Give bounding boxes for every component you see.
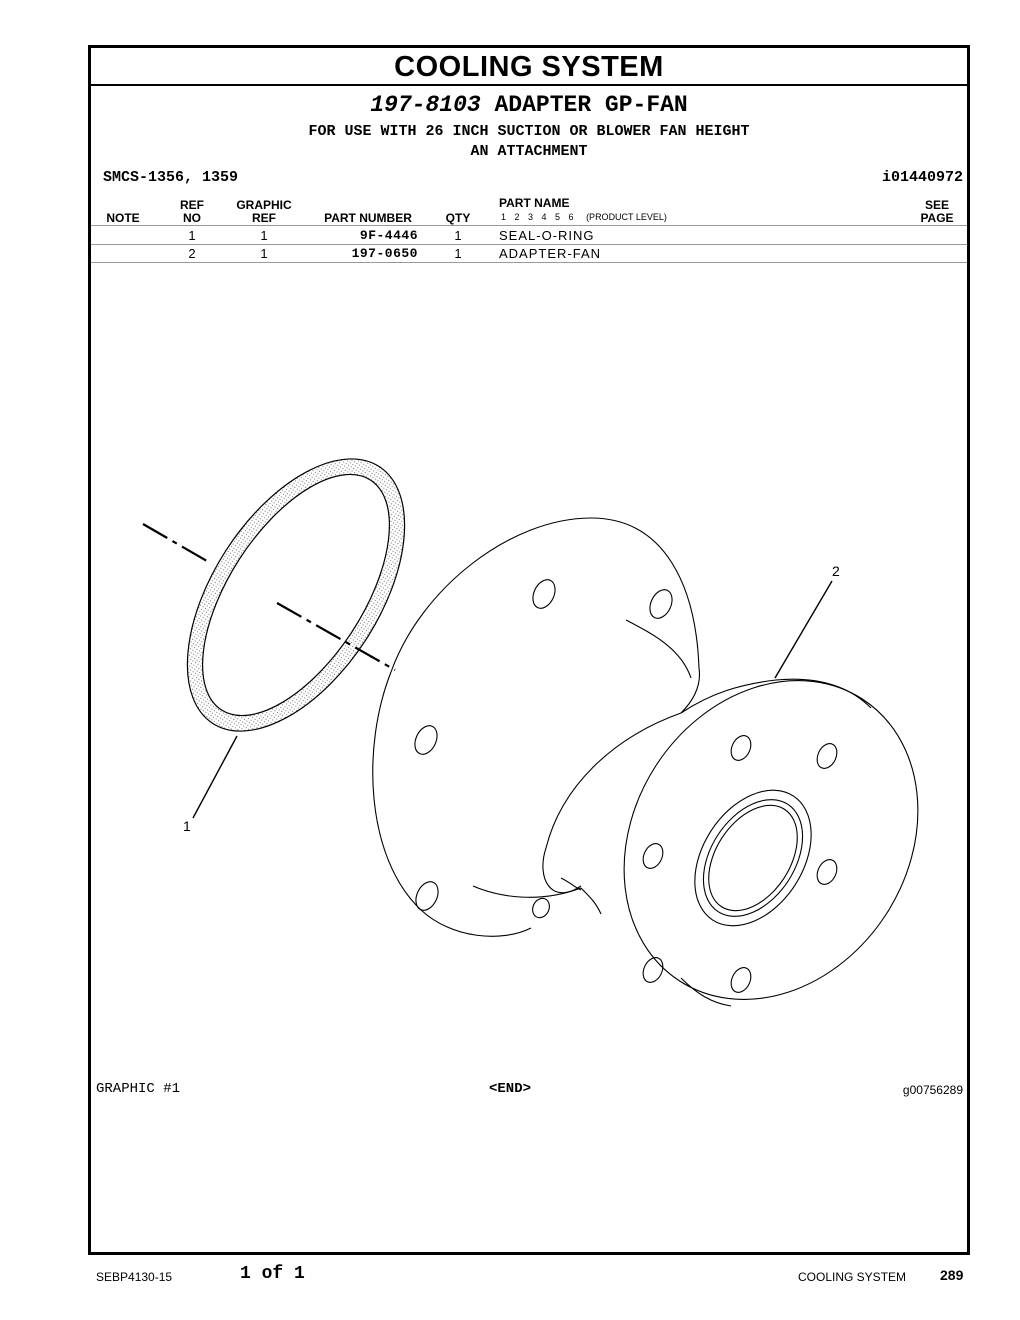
footer-page-number: 289 [940,1267,964,1283]
col-note: NOTE [106,211,140,225]
callout-1: 1 [183,818,191,834]
end-marker: <END> [489,1081,532,1097]
o-ring-seal-drawing [143,421,449,768]
assembly-number: 197-8103 [370,92,481,118]
col-ref-bottom: NO [183,211,201,225]
ref-no: 1 [188,228,196,243]
callout-2: 2 [832,563,840,579]
part-number: 197-0650 [351,246,418,261]
usage-line-2: AN ATTACHMENT [470,143,588,160]
graphic-id: g00756289 [902,1083,963,1097]
col-ref-top: REF [180,198,204,212]
qty: 1 [454,246,462,261]
usage-line-1: FOR USE WITH 26 INCH SUCTION OR BLOWER FAN HEIGHT [308,123,750,140]
col-qty: QTY [445,211,471,225]
part-number: 9F-4446 [359,228,418,243]
col-part-number: PART NUMBER [324,211,412,225]
product-level-numbers: 1 2 3 4 5 6 [501,212,574,222]
part-name: ADAPTER-FAN [499,246,602,261]
col-graphic-top: GRAPHIC [236,198,292,212]
graphic-label: GRAPHIC #1 [96,1081,181,1097]
graphic-ref: 1 [260,228,268,243]
smcs-codes: SMCS-1356, 1359 [103,169,239,186]
ref-no: 2 [188,246,196,261]
exploded-parts-illustration [91,48,967,1252]
col-part-name: PART NAME [499,196,570,210]
qty: 1 [454,228,462,243]
section-title: COOLING SYSTEM [394,51,664,83]
fan-adapter-drawing [373,518,967,1056]
footer-section: COOLING SYSTEM [798,1270,907,1284]
col-graphic-bottom: REF [252,211,276,225]
part-name: SEAL-O-RING [499,228,595,243]
illustration-ident: i01440972 [881,169,963,186]
footer-doc-number: SEBP4130-15 [96,1270,173,1284]
col-see-bottom: PAGE [920,211,954,225]
col-see-top: SEE [924,198,949,212]
graphic-ref: 1 [260,246,268,261]
footer-page-of: 1 of 1 [240,1264,305,1284]
page-frame [88,45,970,1255]
assembly-name: ADAPTER GP-FAN [494,92,688,118]
product-level-label: (PRODUCT LEVEL) [586,212,667,222]
